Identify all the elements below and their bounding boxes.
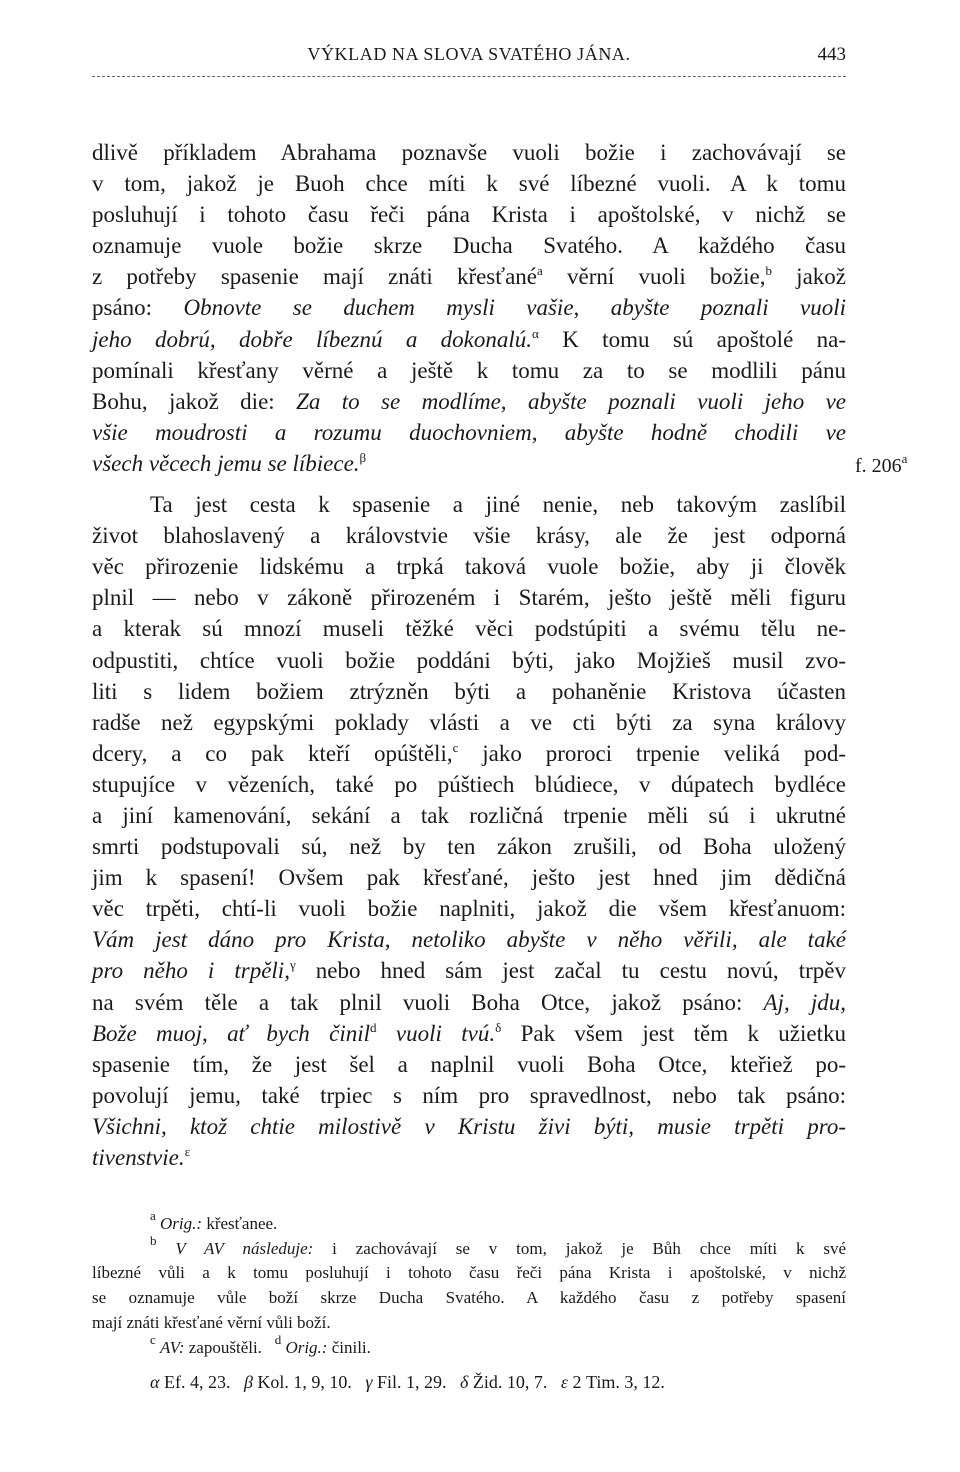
source-mark: γ bbox=[365, 1372, 373, 1393]
text-line: posluhují i tohoto času řeči pána Krista i apoštolské, v nichž se bbox=[92, 202, 846, 228]
text-span: nebo hned sám jest začal tu cestu novú, trpěv bbox=[295, 958, 846, 984]
text-line: věc trpěti, chtí-li vuoli božie naplniti, jakož die všem křesťanuom: bbox=[92, 896, 846, 922]
text-line: Ta jest cesta k spasenie a jiné nenie, neb takovým zaslíbil bbox=[150, 492, 846, 518]
source-mark: δ bbox=[460, 1372, 469, 1393]
text-line: oznamuje vuole božie skrze Ducha Svatého. A každého času bbox=[92, 233, 846, 259]
text-span: z potřeby spasenie mají znáti křesťané bbox=[92, 264, 538, 290]
text-line bbox=[92, 324, 846, 355]
footnote-label: AV: bbox=[160, 1337, 185, 1357]
source-mark: α bbox=[150, 1372, 160, 1393]
footnote-text: i zachovávají se v tom, jakož je Bůh chce míti k své bbox=[313, 1238, 846, 1258]
text-line bbox=[92, 386, 846, 417]
text-line: v tom, jakož je Buoh chce míti k své líbezné vuoli. A k tomu bbox=[92, 171, 846, 197]
text-line bbox=[92, 1111, 846, 1142]
source-ref: γ bbox=[289, 957, 296, 973]
footnote-text: zapouštěli. bbox=[184, 1337, 262, 1357]
source-text: Kol. 1, 9, 10. bbox=[252, 1372, 352, 1393]
footnote-mark: a bbox=[150, 1208, 156, 1223]
text-line: radše než egypskými poklady vlásti a ve cti býti za syna královy bbox=[92, 709, 846, 735]
quotation: vuoli tvú. bbox=[376, 1020, 496, 1046]
paragraph bbox=[92, 137, 846, 479]
footnote-mark: d bbox=[274, 1331, 282, 1347]
footnote-ref: c bbox=[452, 739, 459, 755]
text-line bbox=[92, 1142, 846, 1173]
text-line bbox=[92, 1018, 846, 1049]
footnote-c-d bbox=[92, 1331, 846, 1361]
text-line: smrti podstupovali sú, než by ten zákon zrušili, od Boha uložený bbox=[92, 834, 846, 860]
text-span: dcery, a co pak kteří opúštěli, bbox=[92, 740, 453, 766]
text-span: K tomu sú apoštolé na- bbox=[538, 326, 847, 352]
margin-folio-note bbox=[855, 451, 908, 478]
quotation: jeho dobrú, dobře líbeznú a dokonalú. bbox=[92, 326, 533, 352]
quotation: Vám jest dáno pro Krista, netoliko abyšte v něho věřili, ale také bbox=[92, 927, 846, 953]
folio-label: f. 206 bbox=[855, 455, 902, 477]
footnote-b-cont: se oznamuje vůle boží skrze Ducha Svatého. A každého času z potřeby spasení bbox=[92, 1288, 846, 1308]
text-span: jakož bbox=[771, 264, 846, 290]
footnote-ref: b bbox=[765, 263, 772, 279]
footnote-text: činili. bbox=[327, 1337, 371, 1357]
text-line: pomínali křesťany věrné a ještě k tomu za to se modlili pánu bbox=[92, 357, 846, 383]
text-line: jim k spasení! Ovšem pak křesťané, ješto jest hned jim dědičná bbox=[92, 865, 846, 891]
quotation: Za to se modlíme, abyšte poznali vuoli jeho ve bbox=[296, 388, 847, 414]
footnote-label: Orig.: bbox=[285, 1337, 328, 1357]
source-ref: β bbox=[359, 449, 367, 465]
source-ref: α bbox=[532, 325, 539, 341]
source-mark: ε bbox=[560, 1372, 568, 1393]
page-number: 443 bbox=[817, 44, 846, 65]
footnote-b-cont: líbezné vůli a k tomu posluhují i tohoto času řeči pána Krista i apoštolské, v nichž bbox=[92, 1263, 846, 1283]
text-span: na svém těle a tak plnil vuoli Boha Otce, jakož psáno: bbox=[92, 989, 764, 1015]
footnote-label: V AV následuje: bbox=[175, 1238, 314, 1258]
text-line: spasenie tím, že jest šel a naplnil vuoli Boha Otce, kteřiež po- bbox=[92, 1051, 846, 1077]
text-line bbox=[92, 738, 846, 769]
source-references bbox=[92, 1370, 846, 1395]
running-head: VÝKLAD NA SLOVA SVATÉHO JÁNA. bbox=[307, 44, 631, 64]
quotation: Všichni, ktož chtie milostivě v Kristu živi býti, musie trpěti pro- bbox=[92, 1113, 846, 1139]
text-line: život blahoslavený a královstvie všie krásy, ale že jest odporná bbox=[92, 523, 846, 549]
quotation: Aj, jdu, bbox=[763, 989, 846, 1015]
source-text: Fil. 1, 29. bbox=[372, 1372, 447, 1393]
paragraph bbox=[92, 489, 846, 1173]
source-ref: δ bbox=[495, 1019, 502, 1035]
text-line: stupujíce v vězeních, také po púštiech blúdiece, v dúpatech bydléce bbox=[92, 771, 846, 797]
source-text: Žid. 10, 7. bbox=[468, 1372, 548, 1393]
footnote-label: Orig.: bbox=[160, 1214, 203, 1233]
main-text bbox=[92, 137, 846, 1173]
footnote-b-cont: mají znáti křesťané věrní vůli boží. bbox=[92, 1312, 331, 1332]
text-line: plnil — nebo v zákoně přirozeném i Starém, ješto ještě měli figuru bbox=[92, 585, 846, 611]
quotation: všie moudrosti a rozumu duochovniem, abyšte hodně chodili ve bbox=[92, 419, 846, 445]
quotation: pro něho i trpěli, bbox=[92, 958, 290, 984]
source-mark: β bbox=[243, 1372, 253, 1393]
quotation: Bože muoj, ať bych činil bbox=[92, 1020, 371, 1046]
footnote-b bbox=[92, 1232, 846, 1262]
footnote-mark: b bbox=[150, 1232, 157, 1248]
text-span: Bohu, jakož die: bbox=[92, 388, 297, 414]
text-span: věrní vuoli božie, bbox=[542, 264, 766, 290]
source-ref: ε bbox=[184, 1144, 191, 1159]
text-line bbox=[92, 924, 846, 955]
text-line bbox=[92, 448, 846, 479]
quotation: všech věcech jemu se líbiece. bbox=[92, 450, 360, 476]
text-line: liti s lidem božiem ztrýzněn býti a pohaněnie Kristova účasten bbox=[92, 678, 846, 704]
text-line: dlivě příkladem Abrahama poznavše vuoli božie i zachovávají se bbox=[92, 140, 846, 165]
text-span: psáno: bbox=[92, 295, 184, 321]
folio-sup: a bbox=[901, 451, 908, 466]
header-rule bbox=[92, 76, 846, 77]
source-text: Ef. 4, 23. bbox=[159, 1372, 231, 1393]
page-header bbox=[92, 44, 846, 76]
footnote-ref: a bbox=[537, 263, 543, 279]
text-span: Pak všem jest těm k užietku bbox=[501, 1020, 846, 1046]
quotation: Obnovte se duchem mysli vašie, abyšte poznali vuoli bbox=[183, 295, 846, 321]
text-line: a kterak sú mnozí museli těžké věci podstúpiti a svému tělu ne- bbox=[92, 616, 846, 642]
footnote-mark: c bbox=[150, 1331, 156, 1347]
text-line bbox=[92, 987, 846, 1018]
text-line: odpustiti, chtíce vuoli božie poddáni býti, jako Mojžieš musil zvo- bbox=[92, 647, 846, 673]
quotation: tivenstvie. bbox=[92, 1145, 185, 1170]
source-text: 2 Tim. 3, 12. bbox=[568, 1372, 665, 1393]
footnotes bbox=[92, 1208, 846, 1395]
text-line bbox=[92, 261, 846, 292]
text-line bbox=[92, 417, 846, 448]
footnote-ref: d bbox=[370, 1019, 377, 1035]
text-line: a jiní kamenování, sekání a tak rozličná trpenie měli sú i ukrutné bbox=[92, 802, 846, 828]
text-line: povolují jemu, také trpiec s ním pro spravedlnost, nebo tak psáno: bbox=[92, 1082, 846, 1108]
footnote-a bbox=[92, 1208, 846, 1237]
text-span: jako proroci trpenie veliká pod- bbox=[458, 740, 847, 766]
text-line: věc přirozenie lidskému a trpká taková vuole božie, aby ji člověk bbox=[92, 554, 846, 580]
footnote-text: křesťanee. bbox=[202, 1214, 278, 1233]
text-line bbox=[92, 292, 846, 323]
text-line bbox=[92, 955, 846, 986]
